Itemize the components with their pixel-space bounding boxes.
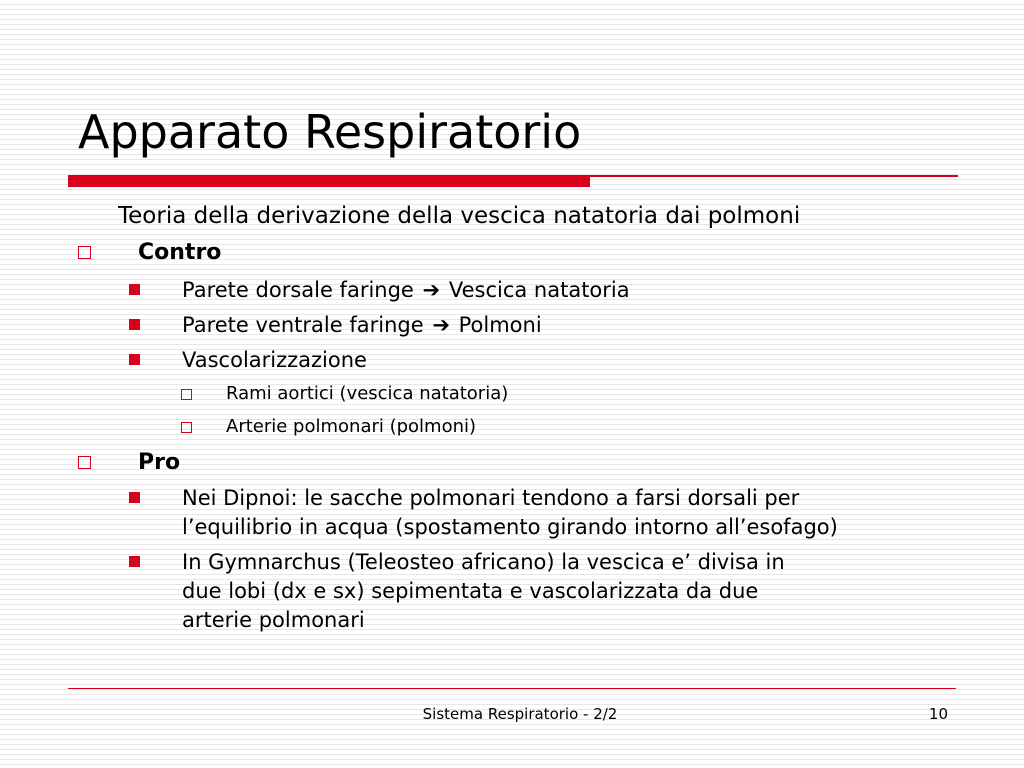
list-item-line: due lobi (dx e sx) sepimentata e vascolarizzata da due bbox=[182, 579, 759, 603]
hollow-square-bullet-icon bbox=[78, 246, 91, 259]
solid-square-bullet-icon bbox=[129, 284, 140, 295]
right-arrow-icon: ➔ bbox=[422, 278, 441, 302]
list-item bbox=[182, 311, 542, 340]
hollow-square-bullet-icon bbox=[181, 422, 192, 433]
list-item-line: l’equilibrio in acqua (spostamento girando intorno all’esofago) bbox=[182, 515, 838, 539]
item-text: Polmoni bbox=[458, 313, 542, 337]
solid-square-bullet-icon bbox=[129, 319, 140, 330]
list-item-line: In Gymnarchus (Teleosteo africano) la vescica e’ divisa in bbox=[182, 550, 785, 574]
hollow-square-bullet-icon bbox=[78, 456, 91, 469]
list-item bbox=[182, 276, 630, 305]
pro-heading: Pro bbox=[138, 450, 181, 475]
list-item-line: arterie polmonari bbox=[182, 608, 365, 632]
sub-list-item: Rami aortici (vescica natatoria) bbox=[226, 383, 509, 404]
contro-heading: Contro bbox=[138, 240, 222, 265]
item-text: Vescica natatoria bbox=[448, 278, 630, 302]
vascolarizzazione-item: Vascolarizzazione bbox=[182, 348, 367, 372]
page-number: 10 bbox=[928, 705, 948, 723]
hollow-square-bullet-icon bbox=[181, 389, 192, 400]
item-text: Parete dorsale faringe bbox=[182, 278, 414, 302]
slide-title: Apparato Respiratorio bbox=[78, 105, 582, 159]
solid-square-bullet-icon bbox=[129, 556, 140, 567]
solid-square-bullet-icon bbox=[129, 354, 140, 365]
list-item-line: Nei Dipnoi: le sacche polmonari tendono a farsi dorsali per bbox=[182, 486, 800, 510]
item-text: Parete ventrale faringe bbox=[182, 313, 424, 337]
intro-text: Teoria della derivazione della vescica natatoria dai polmoni bbox=[118, 203, 801, 229]
footer-title: Sistema Respiratorio - 2/2 bbox=[422, 705, 618, 723]
sub-list-item: Arterie polmonari (polmoni) bbox=[226, 416, 477, 437]
footer-divider bbox=[68, 688, 956, 689]
solid-square-bullet-icon bbox=[129, 492, 140, 503]
right-arrow-icon: ➔ bbox=[432, 313, 450, 337]
